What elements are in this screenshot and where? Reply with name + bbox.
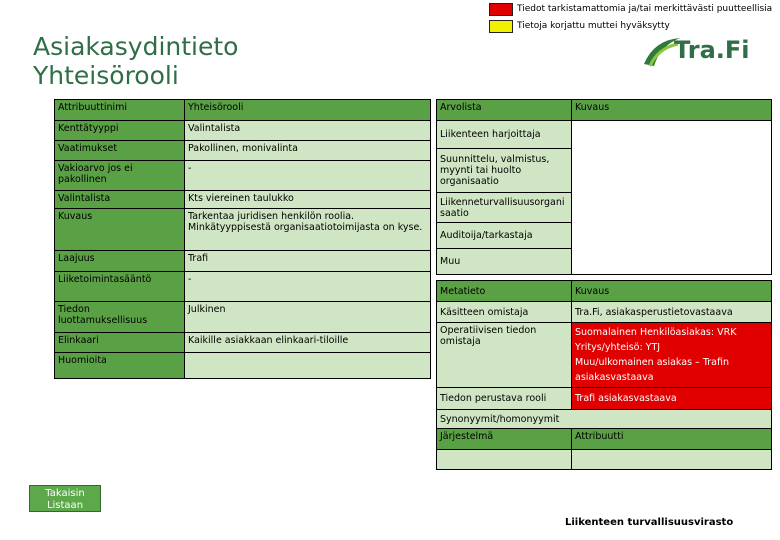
- attribute-label: Valintalista: [55, 191, 185, 209]
- synonyms-row: [437, 410, 772, 430]
- attribute-label: Huomioita: [55, 353, 185, 379]
- attribute-value: Julkinen: [185, 302, 431, 333]
- page-title-line2: Yhteisörooli: [33, 61, 179, 90]
- legend-yellow-swatch: [489, 20, 513, 33]
- page-title: [33, 32, 238, 90]
- value-list-item: Suunnittelu, valmistus, myynti tai huolto organisaatio: [437, 149, 572, 193]
- attribute-value: -: [185, 161, 431, 191]
- metadata-row: [437, 388, 772, 410]
- metadata-value-flagged: Trafi asiakasvastaava: [572, 388, 772, 410]
- back-to-list-button[interactable]: Takaisin Listaan: [29, 485, 101, 512]
- attribute-label: Vakioarvo jos ei pakollinen: [55, 161, 185, 191]
- attribute-value: Pakollinen, monivalinta: [185, 141, 431, 161]
- system-table: [436, 428, 772, 470]
- system-header-row: [437, 429, 772, 450]
- attribute-row: [55, 209, 431, 251]
- value-list-header-row: [437, 100, 772, 121]
- system-attribute-cell: [572, 450, 772, 470]
- attribute-label: Kuvaus: [55, 209, 185, 251]
- attribute-value: Trafi: [185, 251, 431, 272]
- legend-red-swatch: [489, 3, 513, 16]
- metadata-value-flagged: Suomalainen Henkilöasiakas: VRK Yritys/yhteisö: YTJ Muu/ulkomainen asiakas – Trafin asiakasvastaava: [572, 323, 772, 388]
- value-description-header: Kuvaus: [572, 100, 772, 121]
- value-list-row: [437, 121, 772, 149]
- value-list-desc: [572, 121, 772, 275]
- attribute-label: Elinkaari: [55, 333, 185, 353]
- attribute-row: [55, 121, 431, 141]
- system-row: [437, 450, 772, 470]
- page-title-line1: Asiakasydintieto: [33, 32, 239, 61]
- attribute-value: [185, 353, 431, 379]
- value-list-item: Auditoija/tarkastaja: [437, 223, 572, 249]
- attribute-header-name: Attribuuttinimi: [55, 100, 185, 121]
- metadata-description-header: Kuvaus: [572, 281, 772, 302]
- attribute-label: Liiketoimintasääntö: [55, 272, 185, 302]
- synonyms-label: Synonyymit/homonyymit: [437, 410, 772, 430]
- attribute-table: [54, 99, 431, 379]
- metadata-row: [437, 302, 772, 323]
- value-list-item: Liikenteen harjoittaja: [437, 121, 572, 149]
- attribute-row: [55, 272, 431, 302]
- attribute-value: Kaikille asiakkaan elinkaari-tiloille: [185, 333, 431, 353]
- legend-red-text: Tiedot tarkistamattomia ja/tai merkittävästi puutteellisia: [517, 4, 773, 14]
- attribute-row: [55, 353, 431, 379]
- metadata-label: Operatiivisen tiedon omistaja: [437, 323, 572, 388]
- value-list-header: Arvolista: [437, 100, 572, 121]
- attribute-header-value: Yhteisörooli: [185, 100, 431, 121]
- system-header: Järjestelmä: [437, 429, 572, 450]
- metadata-row: [437, 323, 772, 388]
- attribute-value: -: [185, 272, 431, 302]
- attribute-row: [55, 191, 431, 209]
- attribute-row: [55, 251, 431, 272]
- attribute-row: [55, 141, 431, 161]
- system-cell: [437, 450, 572, 470]
- attribute-row: [55, 333, 431, 353]
- trafi-logo-text: Tra.Fi: [674, 36, 750, 64]
- metadata-value: Tra.Fi, asiakasperustietovastaava: [572, 302, 772, 323]
- attribute-value: Kts viereinen taulukko: [185, 191, 431, 209]
- attribute-row: [55, 161, 431, 191]
- metadata-label: Käsitteen omistaja: [437, 302, 572, 323]
- attribute-label: Laajuus: [55, 251, 185, 272]
- footer-agency-name: Liikenteen turvallisuusvirasto: [565, 517, 734, 528]
- metadata-header: Metatieto: [437, 281, 572, 302]
- metadata-table: [436, 280, 772, 430]
- trafi-logo: [640, 32, 760, 72]
- metadata-header-row: [437, 281, 772, 302]
- system-attribute-header: Attribuutti: [572, 429, 772, 450]
- attribute-value: Tarkentaa juridisen henkilön roolia. Minkätyyppisestä organisaatiotoimijasta on kyse.: [185, 209, 431, 251]
- attribute-row: [55, 302, 431, 333]
- value-list-item: Liikenneturvallisuusorganisaatio: [437, 193, 572, 223]
- attribute-label: Tiedon luottamuksellisuus: [55, 302, 185, 333]
- attribute-value: Valintalista: [185, 121, 431, 141]
- value-list-table: [436, 99, 772, 275]
- metadata-label: Tiedon perustava rooli: [437, 388, 572, 410]
- attribute-label: Kenttätyyppi: [55, 121, 185, 141]
- legend-yellow-text: Tietoja korjattu muttei hyväksytty: [517, 21, 670, 31]
- value-list-item: Muu: [437, 249, 572, 275]
- attribute-label: Vaatimukset: [55, 141, 185, 161]
- attribute-header-row: [55, 100, 431, 121]
